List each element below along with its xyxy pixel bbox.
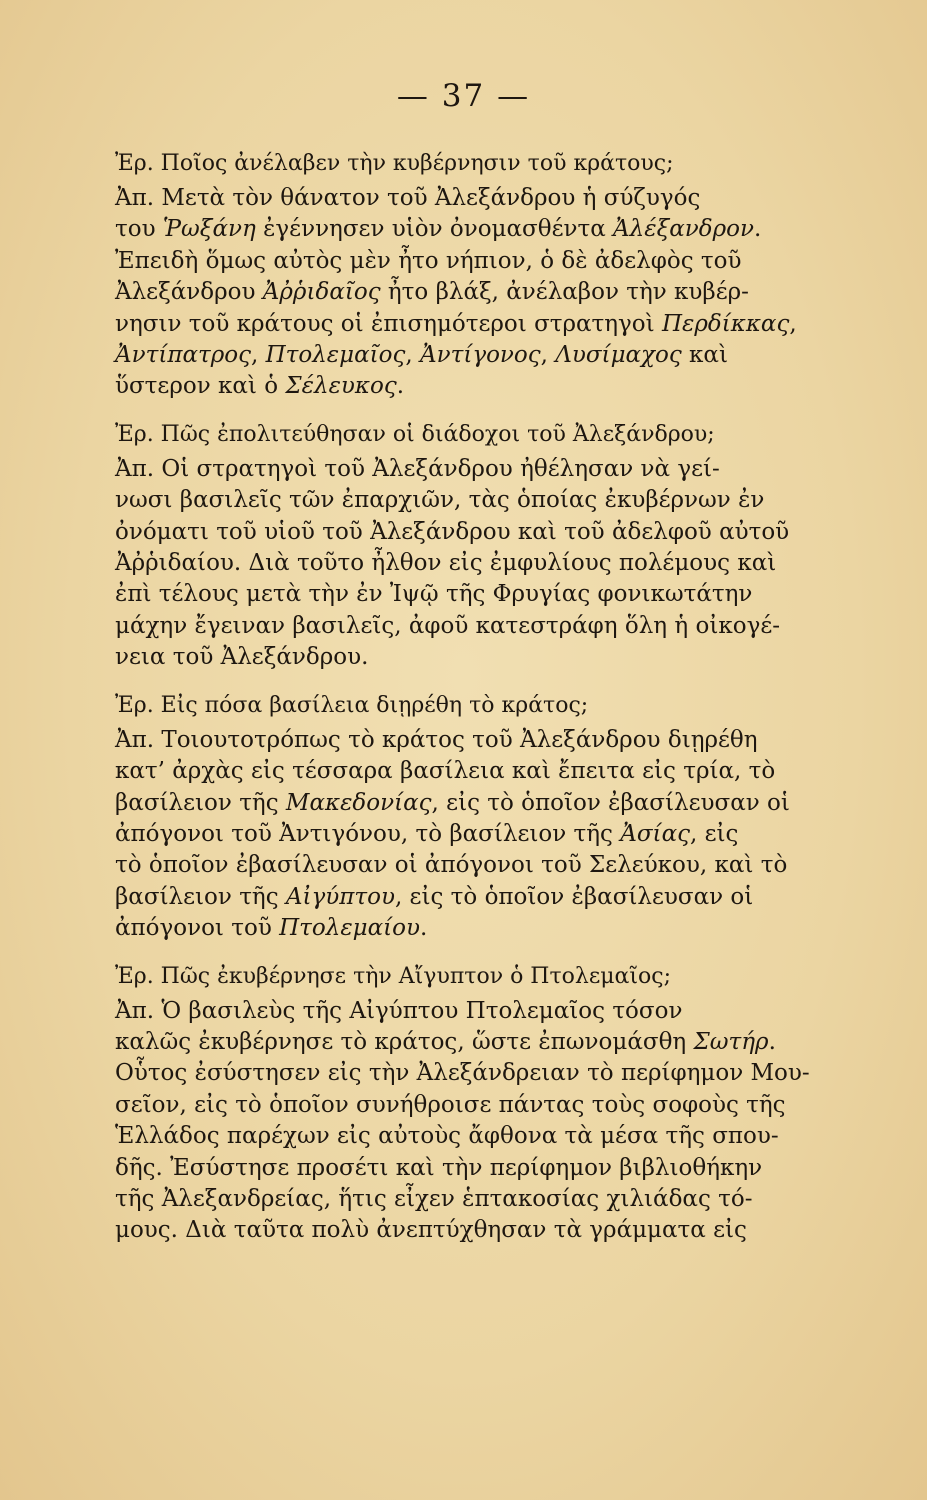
text-run: Ἀπ. Μετὰ τὸν θάνατον τοῦ Ἀλεξάνδρου ἡ σύζυγός	[115, 185, 701, 211]
text-run: μους. Διὰ ταῦτα πολὺ ἀνεπτύχθησαν τὰ γράμματα εἰς	[115, 1217, 747, 1244]
text-run: νωσι βασιλεῖς τῶν ἐπαρχιῶν, τὰς ὁποίας ἐκυβέρνων ἐν	[115, 487, 765, 514]
text-line	[115, 214, 855, 245]
italic-name: Μακεδονίας	[285, 789, 432, 816]
text-run: ,	[405, 342, 420, 369]
italic-name: Ῥωξάνη	[162, 216, 256, 243]
text-run: , εἰς τὸ ὁποῖον ἐβασίλευσαν οἱ	[431, 789, 790, 816]
text-line	[115, 961, 855, 992]
text-run: Οὗτος ἐσύστησεν εἰς τὴν Ἀλεξάνδρειαν τὸ περίφημον Μου-	[115, 1060, 810, 1087]
text-run: μάχην ἔγειναν βασιλεῖς, ἀφοῦ κατεστράφη ὅλη ἡ οἰκογέ-	[115, 612, 781, 639]
text-run: ἀπόγονοι τοῦ Ἀντιγόνου, τὸ βασίλειον τῆς	[115, 820, 621, 847]
text-run: νεια τοῦ Ἀλεξάνδρου.	[115, 644, 369, 671]
text-line	[115, 340, 855, 371]
question-paragraph	[115, 419, 855, 450]
text-line	[115, 148, 855, 179]
text-run: καὶ	[681, 342, 728, 369]
text-line	[115, 485, 855, 516]
text-line	[115, 788, 855, 819]
italic-name: Σέλευκος	[285, 373, 397, 400]
text-run: Ἐρ. Πῶς ἐκυβέρνησε τὴν Αἴγυπτον ὁ Πτολεμαῖος;	[115, 963, 672, 989]
text-run: ὕστερον καὶ ὁ	[115, 373, 286, 400]
text-line	[115, 183, 855, 214]
text-line	[115, 246, 855, 277]
answer-paragraph	[115, 996, 855, 1247]
text-line	[115, 1090, 855, 1121]
text-line	[115, 1027, 855, 1058]
text-run: .	[396, 373, 405, 400]
text-run: ,	[250, 342, 266, 369]
text-run: .	[753, 216, 762, 243]
text-run: Ἑλλάδος παρέχων εἰς αὐτοὺς ἄφθονα τὰ μέσα τῆς σπου-	[115, 1123, 779, 1150]
text-line	[115, 611, 855, 642]
page-body	[115, 148, 855, 1263]
question-paragraph	[115, 961, 855, 992]
text-line	[115, 850, 855, 881]
italic-name: Αἰγύπτου	[285, 883, 395, 910]
text-run: βασίλειον τῆς	[115, 789, 286, 816]
italic-name: Πτολεμαῖος	[265, 342, 406, 369]
text-run: Ἀπ. Τοιουτοτρόπως τὸ κράτος τοῦ Ἀλεξάνδρου διῃρέθη	[115, 726, 758, 753]
text-run: Ἀλεξάνδρου	[115, 279, 263, 306]
text-line	[115, 277, 855, 308]
text-run: ἦτο βλάξ, ἀνέλαβον τὴν κυβέρ-	[380, 279, 749, 306]
text-run: Ἀῤῥιδαίου. Διὰ τοῦτο ἦλθον εἰς ἐμφυλίους πολέμους καὶ	[115, 550, 777, 577]
text-run: Ἀπ. Οἱ στρατηγοὶ τοῦ Ἀλεξάνδρου ἠθέλησαν νὰ γεί-	[115, 455, 720, 482]
text-run: ὀνόματι τοῦ υἱοῦ τοῦ Ἀλεξάνδρου καὶ τοῦ ἀδελφοῦ αὐτοῦ	[115, 518, 790, 545]
italic-name: Πτολεμαίου	[279, 915, 420, 942]
text-run: βασίλειον τῆς	[115, 883, 286, 910]
text-line	[115, 756, 855, 787]
text-line	[115, 1121, 855, 1152]
text-line	[115, 819, 855, 850]
text-run: Ἐρ. Εἰς πόσα βασίλεια διῃρέθη τὸ κράτος;	[115, 692, 589, 718]
italic-name: Ἀῤῥιδαῖος	[262, 279, 381, 306]
text-run: του	[115, 216, 163, 243]
text-run: καλῶς ἐκυβέρνησε τὸ κράτος, ὥστε ἐπωνομάσθη	[115, 1028, 694, 1055]
text-run: νησιν τοῦ κράτους οἱ ἐπισημότεροι στρατηγοὶ	[115, 310, 662, 337]
question-paragraph	[115, 690, 855, 721]
text-run: .	[420, 915, 428, 942]
text-line	[115, 371, 855, 402]
text-line	[115, 548, 855, 579]
text-line	[115, 517, 855, 548]
text-run: ,	[540, 342, 556, 369]
text-line	[115, 882, 855, 913]
text-line	[115, 1153, 855, 1184]
text-run: ἐπὶ τέλους μετὰ τὴν ἐν Ἰψῷ τῆς Φρυγίας φονικωτάτην	[115, 581, 753, 608]
text-run: ἀπόγονοι τοῦ	[115, 915, 280, 942]
page-number: — 37 —	[396, 78, 531, 114]
italic-name: Περδίκκας	[661, 310, 790, 337]
text-run: Ἐρ. Ποῖος ἀνέλαβεν τὴν κυβέρνησιν τοῦ κράτους;	[115, 151, 674, 176]
text-line	[115, 419, 855, 450]
question-paragraph	[115, 148, 855, 179]
text-run: , εἰς τὸ ὁποῖον ἐβασίλευσαν οἱ	[394, 883, 754, 910]
italic-name: Ἀντίπατρος	[115, 342, 251, 369]
text-run: Ἐπειδὴ ὅμως αὐτὸς μὲν ἦτο νήπιον, ὁ δὲ ἀδελφὸς τοῦ	[115, 247, 742, 274]
text-run: σεῖον, εἰς τὸ ὁποῖον συνήθροισε πάντας τοὺς σοφοὺς τῆς	[115, 1091, 786, 1118]
text-run: τὸ ὁποῖον ἐβασίλευσαν οἱ ἀπόγονοι τοῦ Σελεύκου, καὶ τὸ	[115, 852, 788, 879]
text-line	[115, 579, 855, 610]
text-line	[115, 690, 855, 721]
text-run: , εἰς	[690, 820, 739, 847]
text-line	[115, 1184, 855, 1215]
text-line	[115, 642, 855, 673]
text-run: δῆς. Ἐσύστησε προσέτι καὶ τὴν περίφημον βιβλιοθήκην	[115, 1154, 763, 1181]
text-line	[115, 725, 855, 756]
answer-paragraph	[115, 725, 855, 945]
text-run: κατ’ ἀρχὰς εἰς τέσσαρα βασίλεια καὶ ἔπειτα εἰς τρία, τὸ	[115, 758, 776, 785]
text-line	[115, 913, 855, 944]
answer-paragraph	[115, 454, 855, 674]
italic-name: Λυσίμαχος	[555, 342, 682, 369]
text-run: ,	[789, 310, 797, 337]
text-line	[115, 309, 855, 340]
italic-name: Σωτήρ	[693, 1028, 769, 1055]
italic-name: Ἀλέξανδρον	[613, 216, 754, 243]
italic-name: Ἀσίας	[620, 820, 690, 847]
text-run: Ἐρ. Πῶς ἐπολιτεύθησαν οἱ διάδοχοι τοῦ Ἀλεξάνδρου;	[115, 421, 715, 447]
text-line	[115, 454, 855, 485]
text-run: ἐγέννησεν υἱὸν ὀνομασθέντα	[255, 216, 614, 243]
text-line	[115, 1058, 855, 1089]
text-run: Ἀπ. Ὁ βασιλεὺς τῆς Αἰγύπτου Πτολεμαῖος τόσον	[115, 997, 683, 1024]
italic-name: Ἀντίγονος	[420, 342, 541, 369]
text-run: .	[768, 1028, 776, 1055]
text-line	[115, 996, 855, 1027]
answer-paragraph	[115, 183, 855, 403]
text-line	[115, 1215, 855, 1246]
text-run: τῆς Ἀλεξανδρείας, ἥτις εἶχεν ἑπτακοσίας χιλιάδας τό-	[115, 1185, 753, 1212]
